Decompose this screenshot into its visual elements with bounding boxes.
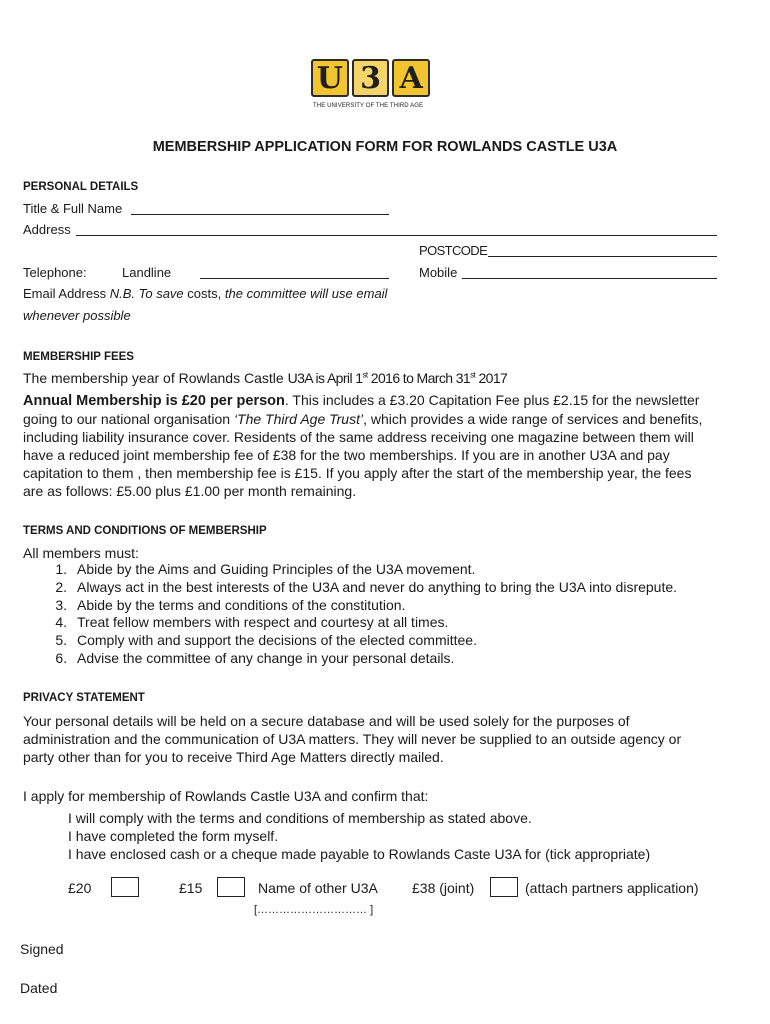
fees-paragraph bbox=[23, 391, 723, 500]
postcode-label: POSTCODE bbox=[419, 243, 488, 258]
form-title: MEMBERSHIP APPLICATION FORM FOR ROWLANDS CASTLE U3A bbox=[152, 139, 618, 155]
membership-fees-heading: MEMBERSHIP FEES bbox=[23, 351, 134, 363]
logo-tagline: THE UNIVERSITY OF THE THIRD AGE bbox=[313, 103, 424, 109]
terms-item: 6. Advise the committee of any change in your personal details. bbox=[55, 649, 455, 666]
mobile-label: Mobile bbox=[419, 265, 458, 280]
option-20-label: £20 bbox=[68, 880, 92, 896]
title-name-field[interactable] bbox=[131, 214, 389, 215]
email-note-a: N.B. To save bbox=[109, 286, 184, 301]
privacy-line-3: party other than for you to receive Third Age Matters directly mailed. bbox=[23, 749, 444, 765]
fees-line-1: Annual Membership is £20 per person. This includes a £3.20 Capitation Fee plus £2.15 for the newsletter bbox=[23, 392, 700, 409]
email-address-label: Email Address bbox=[23, 286, 107, 301]
fees-line-2: going to our national organisation ‘The Third Age Trust’, which provides a wide range of services and benefits, bbox=[23, 411, 703, 427]
privacy-line-1: Your personal details will be held on a secure database and will be used solely for the purposes of bbox=[23, 713, 630, 729]
terms-heading: TERMS AND CONDITIONS OF MEMBERSHIP bbox=[23, 525, 267, 537]
fees-line-6: are as follows: £5.00 plus £1.00 per month remaining. bbox=[23, 483, 357, 499]
terms-list bbox=[42, 561, 677, 668]
logo-letter-3: 3 bbox=[352, 59, 390, 97]
confirm-list bbox=[68, 809, 650, 863]
signed-label: Signed bbox=[20, 941, 64, 957]
privacy-heading: PRIVACY STATEMENT bbox=[23, 692, 145, 704]
fees-line-3: including liability insurance cover. Residents of the same address receiving one magazine between them will bbox=[23, 429, 694, 445]
email-note-b: costs, bbox=[187, 286, 222, 301]
confirm-item-3: I have enclosed cash or a cheque made payable to Rowlands Caste U3A for (tick appropriate) bbox=[68, 846, 651, 862]
email-note-d-line bbox=[23, 308, 131, 323]
landline-label: Landline bbox=[122, 265, 172, 280]
option-20-checkbox[interactable] bbox=[111, 877, 139, 897]
terms-item: 1. Abide by the Aims and Guiding Principles of the U3A movement. bbox=[55, 561, 476, 577]
personal-details-heading: PERSONAL DETAILS bbox=[23, 181, 139, 193]
mobile-field[interactable] bbox=[462, 278, 717, 279]
telephone-label: Telephone: bbox=[23, 265, 87, 280]
option-15-label: £15 bbox=[179, 880, 203, 896]
fees-line-4: have a reduced joint membership fee of £38 for the two memberships. If you are in another U3A and pay bbox=[23, 447, 670, 463]
year-text-b: U3A is April 1st 2016 to March 31st 2017 bbox=[287, 370, 508, 386]
logo-letter-a: A bbox=[392, 59, 430, 97]
other-u3a-label: Name of other U3A bbox=[258, 880, 378, 896]
fees-line-5: capitation to them , then membership fee is £15. If you apply after the start of the membership year, the fees bbox=[23, 465, 692, 481]
confirm-item-2: I have completed the form myself. bbox=[68, 828, 279, 844]
option-38-checkbox[interactable] bbox=[490, 877, 518, 897]
other-u3a-name-field[interactable]: [………………………… ] bbox=[254, 904, 374, 916]
year-text-a: The membership year of Rowlands Castle bbox=[23, 370, 284, 386]
terms-item: 3. Abide by the terms and conditions of the constitution. bbox=[55, 596, 406, 613]
option-15-checkbox[interactable] bbox=[217, 877, 245, 897]
dated-label: Dated bbox=[20, 980, 58, 996]
terms-intro: All members must: bbox=[23, 545, 139, 561]
terms-item: 2. Always act in the best interests of the U3A and never do anything to bring the U3A into disrepute. bbox=[55, 578, 678, 595]
email-note-d: whenever possible bbox=[23, 308, 131, 323]
membership-year bbox=[23, 370, 507, 386]
title-name-label: Title & Full Name bbox=[23, 201, 123, 216]
privacy-paragraph bbox=[23, 712, 723, 766]
terms-item: 4. Treat fellow members with respect and courtesy at all times. bbox=[55, 614, 449, 631]
annual-membership-bold: Annual Membership is £20 per person bbox=[23, 393, 285, 409]
logo-letter-u: U bbox=[311, 59, 349, 97]
postcode-field[interactable] bbox=[488, 256, 717, 257]
address-label: Address bbox=[23, 222, 71, 237]
partners-note: (attach partners application) bbox=[525, 880, 699, 896]
email-label bbox=[23, 286, 387, 301]
option-38-label: £38 (joint) bbox=[412, 880, 475, 896]
privacy-line-2: administration and the communication of U3A matters. They will never be supplied to an outside agency or bbox=[23, 731, 682, 747]
address-field[interactable] bbox=[76, 235, 717, 236]
confirm-item-1: I will comply with the terms and conditions of membership as stated above. bbox=[68, 810, 532, 826]
terms-item: 5. Comply with and support the decisions of the elected committee. bbox=[55, 632, 477, 649]
u3a-logo bbox=[311, 59, 433, 111]
landline-field[interactable] bbox=[200, 278, 389, 279]
email-note-c: the committee will use email bbox=[224, 286, 388, 301]
apply-intro: I apply for membership of Rowlands Castle U3A and confirm that: bbox=[23, 788, 429, 804]
